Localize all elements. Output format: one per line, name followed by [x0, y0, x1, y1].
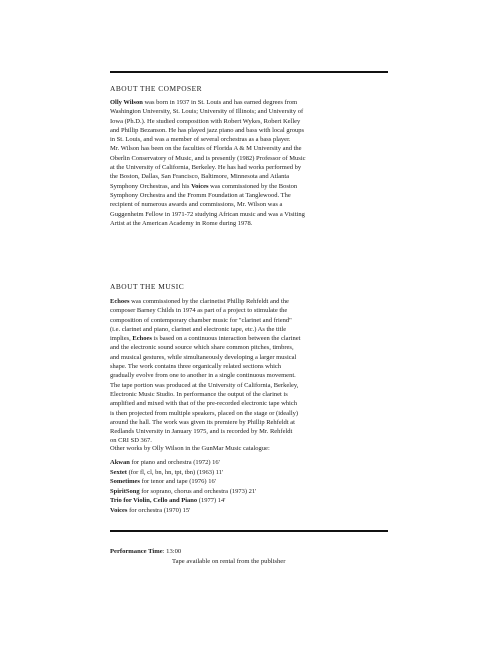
text-line: Echoes was commissioned by the clarinetist Phillip Rehfeldt and the [110, 298, 289, 305]
text-line: on CRI SD 367. [110, 437, 152, 445]
text-line: and the electronic sound source which share common pitches, timbres, [110, 344, 294, 352]
composer-name: Olly Wilson [110, 99, 143, 106]
performance-label: Performance Time [110, 548, 163, 555]
work-detail: for orchestra (1970) 15' [127, 506, 191, 514]
text-line: (i.e. clarinet and piano, clarinet and electronic tape, etc.) As the title [110, 325, 287, 333]
about-music-heading: ABOUT THE MUSIC [110, 282, 185, 291]
text-line: Washington University, St. Louis; University of Illinois; and University of [110, 108, 304, 116]
work-detail: for tenor and tape (1976) 16' [139, 478, 216, 485]
text-line: in St. Louis, and was a member of several orchestras as a bass player. [110, 136, 291, 144]
text-line: Redlands University in January 1975, and is recorded by Mr. Rehfeldt [110, 428, 293, 436]
text-line: Electronic Music Studio. In performance the output of the clarinet is [110, 390, 288, 398]
music-paragraph [110, 297, 382, 446]
text-line: Olly Wilson was born in 1937 in St. Louis and has earned degrees from [110, 99, 298, 106]
work-detail: (1977) 14' [197, 497, 226, 504]
text-line: Symphony Orchestra and the Fromm Foundation at Tanglewood. The [110, 191, 291, 199]
text-line: Symphony Orchestras, and his Voices was commissioned by the Boston [110, 182, 298, 190]
text-line: composition of contemporary chamber music for "clarinet and friend" [110, 316, 292, 324]
text-line: is then projected from multiple speakers, placed on the stage or (ideally) [110, 409, 299, 417]
work-title: Akwan [110, 459, 130, 466]
text-line: at the University of California, Berkeley. He has had works performed by [110, 164, 302, 172]
text-line: composer Barney Childs in 1974 as part of a project to stimulate the [110, 307, 288, 315]
text-line: The tape portion was produced at the University of California, Berkeley, [110, 381, 299, 389]
bottom-rule [110, 530, 388, 532]
text-line: Oberlin Conservatory of Music, and is presently (1982) Professor of Music [110, 154, 306, 162]
text-line: gradually evolve from one to another in a single continuous movement. [110, 372, 296, 380]
work-detail: for piano and orchestra (1972) 16' [129, 459, 220, 466]
work-title: Sextet [110, 468, 127, 476]
list-item [110, 468, 256, 478]
list-item [110, 496, 256, 506]
text-line: and musical gestures, while simultaneously developing a larger musical [110, 353, 297, 361]
work-title: Trio for Violin, Cello and Piano [110, 497, 198, 504]
work-detail: for soprano, chorus and orchestra (1973) 21' [139, 487, 257, 495]
top-rule [110, 71, 388, 73]
list-item [110, 487, 256, 497]
about-composer-heading: ABOUT THE COMPOSER [110, 84, 203, 93]
text-line: Iowa (Ph.D.). He studied composition with Robert Wykes, Robert Kelley [110, 117, 301, 125]
work-detail: (for fl, cl, bn, hn, tpt, tbn) (1963) 11' [126, 468, 224, 476]
page [110, 0, 390, 667]
text-line: amplified and mixed with that of the pre-recorded electronic tape which [110, 400, 297, 408]
works-list [110, 458, 256, 515]
other-works-intro: Other works by Olly Wilson in the GunMar Music catalogue: [110, 445, 270, 452]
performance-value: : 13:00 [162, 548, 182, 555]
list-item [110, 506, 256, 516]
list-item [110, 477, 256, 487]
text-line: Mr. Wilson has been on the faculties of Florida A & M University and the [110, 145, 302, 153]
work-title: SpiritSong [110, 487, 140, 495]
composer-paragraph [110, 98, 382, 228]
text-line: implies, Echoes is based on a continuous interaction between the clarinet [110, 335, 301, 343]
work-title: Sometimes [110, 478, 140, 485]
tape-note: Tape available on rental from the publisher [172, 558, 286, 565]
work-title: Voices [110, 506, 128, 514]
voices-title: Voices [191, 182, 209, 190]
echoes-title-inline: Echoes [132, 335, 152, 343]
text-line: shape. The work contains three organically related sections which [110, 363, 282, 371]
list-item [110, 458, 256, 468]
performance-time [110, 547, 181, 556]
echoes-title: Echoes [110, 298, 130, 305]
text-line: Artist at the American Academy in Rome during 1978. [110, 219, 253, 227]
text-line: around the hall. The work was given its premiere by Phillip Rehfeldt at [110, 418, 295, 426]
text-line: the Boston, Dallas, San Francisco, Baltimore, Minnesota and Atlanta [110, 173, 290, 181]
text-line: Guggenheim Fellow in 1971-72 studying African music and was a Visiting [110, 210, 305, 218]
text-line: and Phillip Bezanson. He has played jazz piano and bass with local groups [110, 126, 305, 134]
text-line: recipient of numerous awards and commissions, Mr. Wilson was a [110, 201, 283, 209]
